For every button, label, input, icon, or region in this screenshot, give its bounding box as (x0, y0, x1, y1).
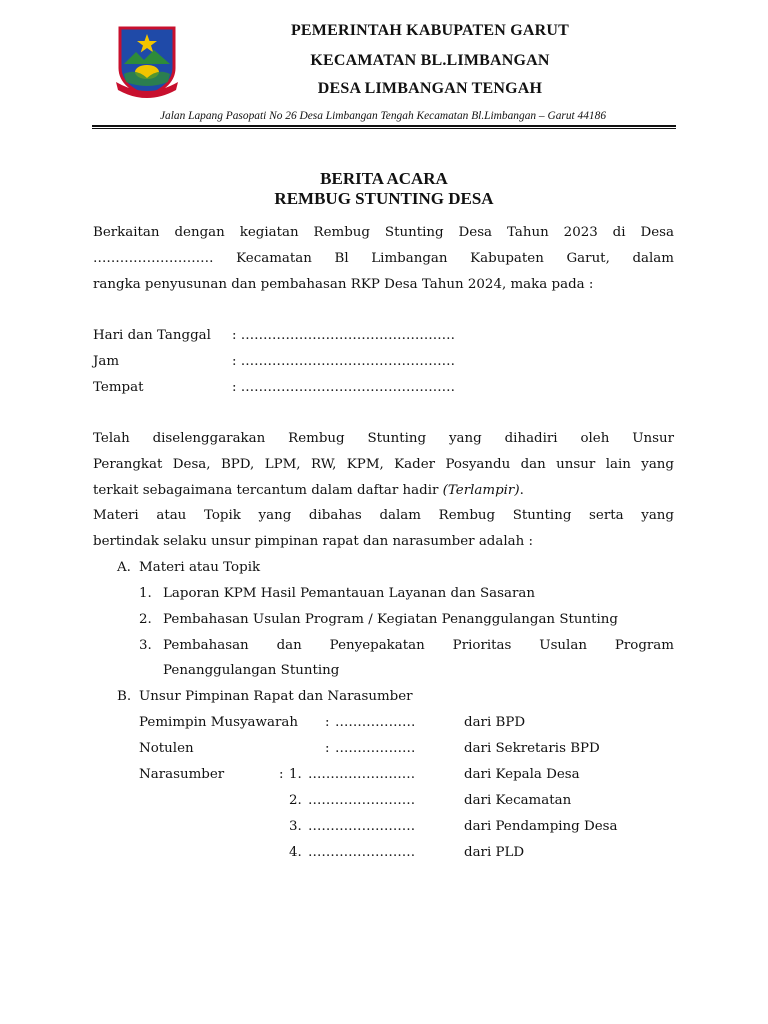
role-blank: …………………… (308, 793, 416, 808)
topic-number: 3. (139, 638, 152, 653)
para2-line-5: bertindak selaku unsur pimpinan rapat dan narasumber adalah : (93, 534, 534, 549)
role-colon: : (325, 741, 330, 756)
field-label-date: Hari dan Tanggal (93, 328, 211, 343)
topic-item-continuation: Penanggulangan Stunting (163, 663, 340, 678)
speaker-number: 3. (289, 819, 302, 834)
role-source: dari Kepala Desa (464, 767, 580, 782)
section-a-heading: Materi atau Topik (139, 560, 261, 575)
topic-item: Laporan KPM Hasil Pemantauan Layanan dan Sasaran (163, 586, 535, 601)
role-source: dari BPD (464, 715, 526, 730)
field-label-time: Jam (93, 354, 120, 369)
role-label: Narasumber (139, 767, 225, 782)
para2-line-3-text: terkait sebagaimana tercantum dalam daftar hadir (93, 483, 439, 498)
garut-regency-emblem (114, 24, 180, 100)
field-value-time: : ………………………………………… (232, 354, 456, 369)
role-source: dari PLD (464, 845, 525, 860)
letterhead-government: PEMERINTAH KABUPATEN GARUT (290, 22, 570, 39)
document-subtitle: REMBUG STUNTING DESA (274, 189, 494, 208)
topic-item: Pembahasan dan Penyepakatan Prioritas Usulan Program (163, 638, 674, 653)
field-label-place: Tempat (93, 380, 144, 395)
intro-line-3: rangka penyusunan dan pembahasan RKP Desa Tahun 2024, maka pada : (93, 277, 594, 292)
letterhead-village: DESA LIMBANGAN TENGAH (317, 80, 543, 97)
document-title: BERITA ACARA (320, 169, 448, 188)
role-source: dari Kecamatan (464, 793, 572, 808)
speaker-number: 2. (289, 793, 302, 808)
letterhead-divider (92, 125, 676, 127)
role-colon: : (325, 715, 330, 730)
role-source: dari Pendamping Desa (464, 819, 618, 834)
letterhead-district: KECAMATAN BL.LIMBANGAN (310, 52, 550, 69)
letterhead-address: Jalan Lapang Pasopati No 26 Desa Limbangan Tengah Kecamatan Bl.Limbangan – Garut 44186 (159, 110, 607, 122)
topic-item: Pembahasan Usulan Program / Kegiatan Penanggulangan Stunting (163, 612, 618, 627)
role-label: Notulen (139, 741, 194, 756)
topic-number: 2. (139, 612, 152, 627)
field-value-place: : ………………………………………… (232, 380, 456, 395)
role-colon: : (279, 767, 284, 782)
para2-line-2: Perangkat Desa, BPD, LPM, RW, KPM, Kader Posyandu dan unsur lain yang (93, 457, 674, 472)
intro-line-1: Berkaitan dengan kegiatan Rembug Stunting Desa Tahun 2023 di Desa (93, 225, 674, 240)
attachment-note: (Terlampir) (442, 483, 520, 498)
para2-line-3 (93, 482, 524, 500)
role-blank: ……………… (335, 715, 416, 730)
role-blank: …………………… (308, 767, 416, 782)
field-value-date: : ………………………………………… (232, 328, 456, 343)
para2-line-4: Materi atau Topik yang dibahas dalam Rembug Stunting serta yang (93, 508, 674, 523)
para2-line-1: Telah diselenggarakan Rembug Stunting yang dihadiri oleh Unsur (93, 431, 674, 446)
intro-line-2: ……………………… Kecamatan Bl Limbangan Kabupaten Garut, dalam (93, 251, 674, 266)
section-a-marker: A. (117, 560, 131, 575)
role-label: Pemimpin Musyawarah (139, 715, 298, 730)
section-b-marker: B. (117, 689, 132, 704)
role-blank: …………………… (308, 819, 416, 834)
role-blank: …………………… (308, 845, 416, 860)
para2-line-3-end: . (519, 483, 524, 498)
role-source: dari Sekretaris BPD (464, 741, 600, 756)
section-b-heading: Unsur Pimpinan Rapat dan Narasumber (139, 689, 413, 704)
letterhead-divider-thin (92, 128, 676, 129)
speaker-number: 4. (289, 845, 302, 860)
role-blank: ……………… (335, 741, 416, 756)
topic-number: 1. (139, 586, 152, 601)
speaker-number: 1. (289, 767, 302, 782)
